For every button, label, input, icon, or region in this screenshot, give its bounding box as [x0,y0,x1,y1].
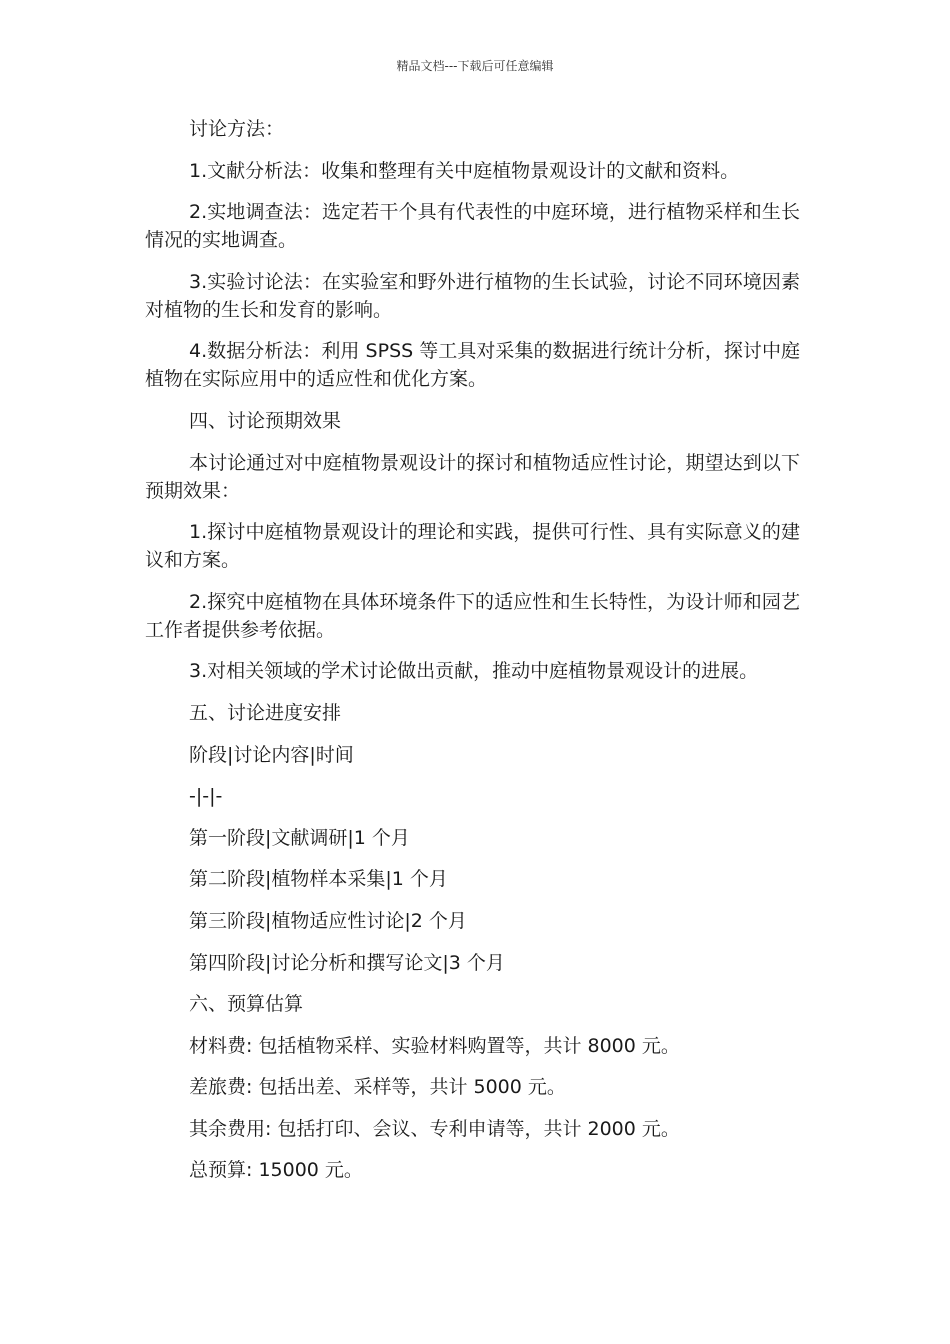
page-header: 精品文档---下载后可任意编辑 [396,59,554,73]
schedule-row-3: 第三阶段|植物适应性讨论|2 个月 [189,909,467,932]
budget-total: 总预算: 15000 元。 [189,1159,363,1182]
section-heading-expected-results: 四、讨论预期效果 [189,409,342,432]
budget-other: 其余费用: 包括打印、会议、专利申请等，共计 2000 元。 [189,1117,680,1140]
paragraph-method-1: 1.文献分析法：收集和整理有关中庭植物景观设计的文献和资料。 [189,159,740,182]
paragraph-expected-1: 1.探讨中庭植物景观设计的理论和实践，提供可行性、具有实际意义的建议和方案。 [145,521,800,572]
document-body [145,115,800,1198]
schedule-table-header: 阶段|讨论内容|时间 [189,743,354,766]
section-heading-schedule: 五、讨论进度安排 [189,701,342,724]
paragraph-expected-3: 3.对相关领域的学术讨论做出贡献，推动中庭植物景观设计的进展。 [189,660,759,683]
paragraph-method-2: 2.实地调查法：选定若干个具有代表性的中庭环境，进行植物采样和生长情况的实地调查。 [145,201,800,252]
paragraph-expected-2: 2.探究中庭植物在具体环境条件下的适应性和生长特性，为设计师和园艺工作者提供参考依据。 [145,590,800,641]
budget-travel: 差旅费: 包括出差、采样等，共计 5000 元。 [189,1076,566,1099]
budget-materials: 材料费: 包括植物采样、实验材料购置等，共计 8000 元。 [189,1034,680,1057]
schedule-row-1: 第一阶段|文献调研|1 个月 [189,826,410,849]
paragraph-method-4: 4.数据分析法：利用 SPSS 等工具对采集的数据进行统计分析，探讨中庭植物在实际应用中的适应性和优化方案。 [145,340,800,391]
section-heading-budget: 六、预算估算 [189,993,304,1016]
schedule-row-4: 第四阶段|讨论分析和撰写论文|3 个月 [189,951,505,974]
schedule-row-2: 第二阶段|植物样本采集|1 个月 [189,868,448,891]
schedule-table-separator: -|-|- [189,785,223,808]
paragraph-methods-heading: 讨论方法： [189,118,285,140]
paragraph-expected-intro: 本讨论通过对中庭植物景观设计的探讨和植物适应性讨论，期望达到以下预期效果： [145,451,800,502]
paragraph-method-3: 3.实验讨论法：在实验室和野外进行植物的生长试验，讨论不同环境因素对植物的生长和发育的影响。 [145,270,800,321]
